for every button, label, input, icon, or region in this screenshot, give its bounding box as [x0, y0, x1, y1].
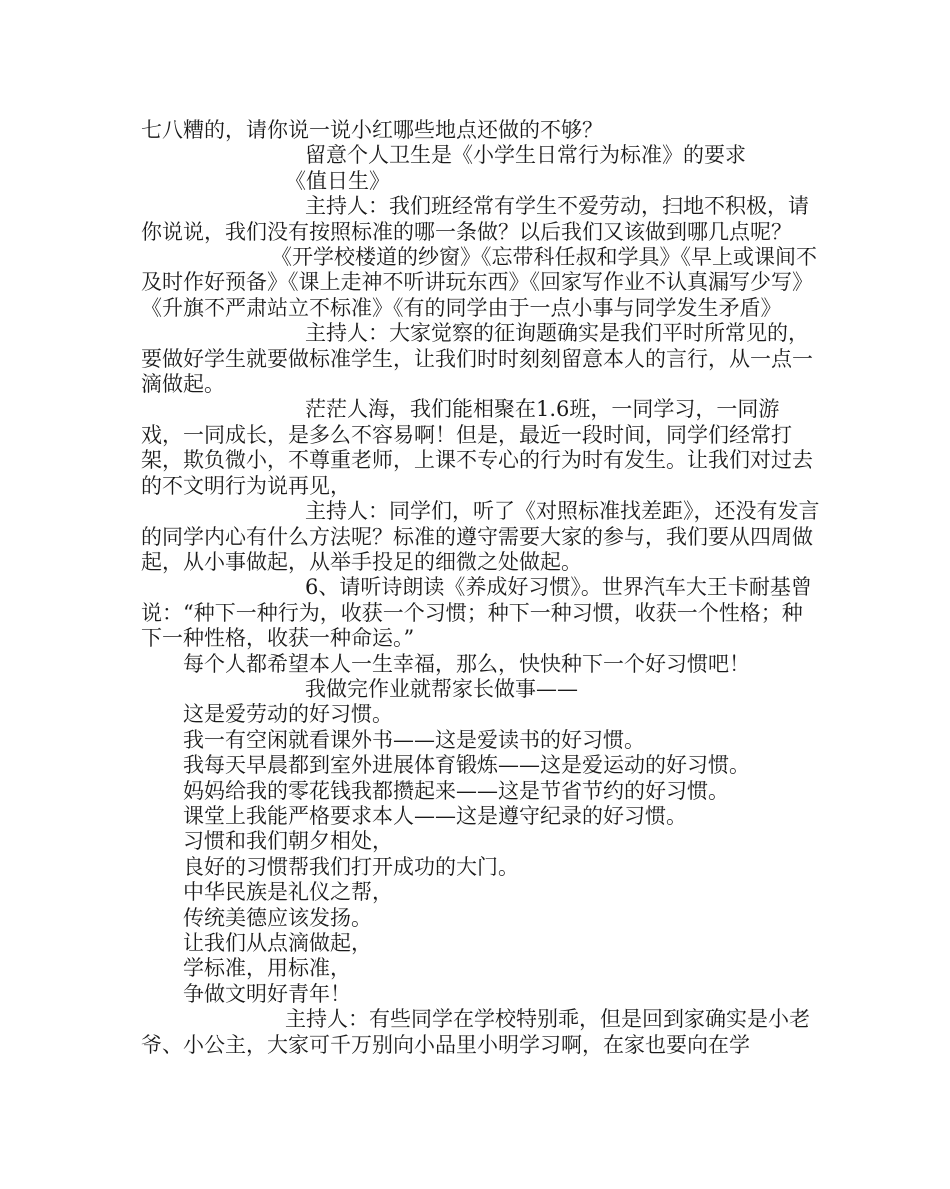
- paragraph: 课堂上我能严格要求本人——这是遵守纪录的好习惯。: [183, 803, 687, 828]
- paragraph: 主持人：大家觉察的征询题确实是我们平时所常见的，要做好学生就要做标准学生，让我们时时刻刻留意本人的言行，从一点一滴做起。: [141, 321, 813, 397]
- paragraph: 主持人：有些同学在学校特别乖，但是回到家确实是小老爷、小公主，大家可千万别向小品里小明学习啊，在家也要向在学: [141, 1007, 810, 1057]
- paragraph: 我一有空闲就看课外书——这是爱读书的好习惯。: [183, 727, 645, 752]
- paragraph: 让我们从点滴做起，: [183, 931, 372, 955]
- paragraph: 争做文明好青年！: [183, 981, 351, 1006]
- paragraph: 主持人：我们班经常有学生不爱劳动，扫地不积极，请你说说，我们没有按照标准的哪一条做？以后我们又该做到哪几点呢？: [141, 194, 809, 244]
- paragraph: 我做完作业就帮家长做事——: [305, 676, 578, 701]
- paragraph: 我每天早晨都到室外进展体育锻炼——这是爱运动的好习惯。: [183, 753, 750, 778]
- paragraph: 妈妈给我的零花钱我都攒起来——这是节省节约的好习惯。: [183, 778, 729, 803]
- paragraph: 茫茫人海，我们能相聚在1.6班，一同学习，一同游戏，一同成长，是多么不容易啊！但是，最近一段时间，同学们经常打架，欺负微小，不尊重老师，上课不专心的行为时有发生。让我们对过去的不文明行为说再见，: [141, 397, 813, 498]
- paragraph: 主持人：同学们，听了《对照标准找差距》，还没有发言的同学内心有什么方法呢？标准的遵守需要大家的参与，我们要从四周做起，从小事做起，从举手投足的细微之处做起。: [141, 499, 820, 574]
- paragraph: 每个人都希望本人一生幸福，那么，快快种下一个好习惯吧！: [183, 651, 750, 676]
- paragraph: 这是爱劳动的好习惯。: [183, 702, 393, 727]
- paragraph: 6、请听诗朗读《养成好习惯》。世界汽车大王卡耐基曾说：“种下一种行为，收获一个习惯；种下一种习惯，收获一个性格；种下一种性格，收获一种命运。”: [141, 575, 812, 651]
- paragraph: 中华民族是礼仪之帮，: [183, 880, 393, 905]
- paragraph: 《值日生》: [285, 168, 390, 193]
- paragraph: 七八糟的，请你说一说小红哪些地点还做的不够？: [141, 118, 603, 142]
- paragraph: 学标准，用标准，: [183, 956, 351, 981]
- paragraph: 习惯和我们朝夕相处，: [183, 829, 393, 854]
- paragraph: 《开学校楼道的纱窗》《忘带科任叔和学具》《早上或课间不及时作好预备》《课上走神不听讲玩东西》《回家写作业不认真漏写少写》《升旗不严肃站立不标准》《有的同学由于一点小事与同学发生矛盾》: [141, 245, 817, 320]
- paragraph: 留意个人卫生是《小学生日常行为标准》的要求: [305, 143, 746, 168]
- paragraph: 良好的习惯帮我们打开成功的大门。: [183, 854, 519, 879]
- document-body: [141, 118, 821, 1058]
- paragraph: 传统美德应该发扬。: [183, 905, 372, 930]
